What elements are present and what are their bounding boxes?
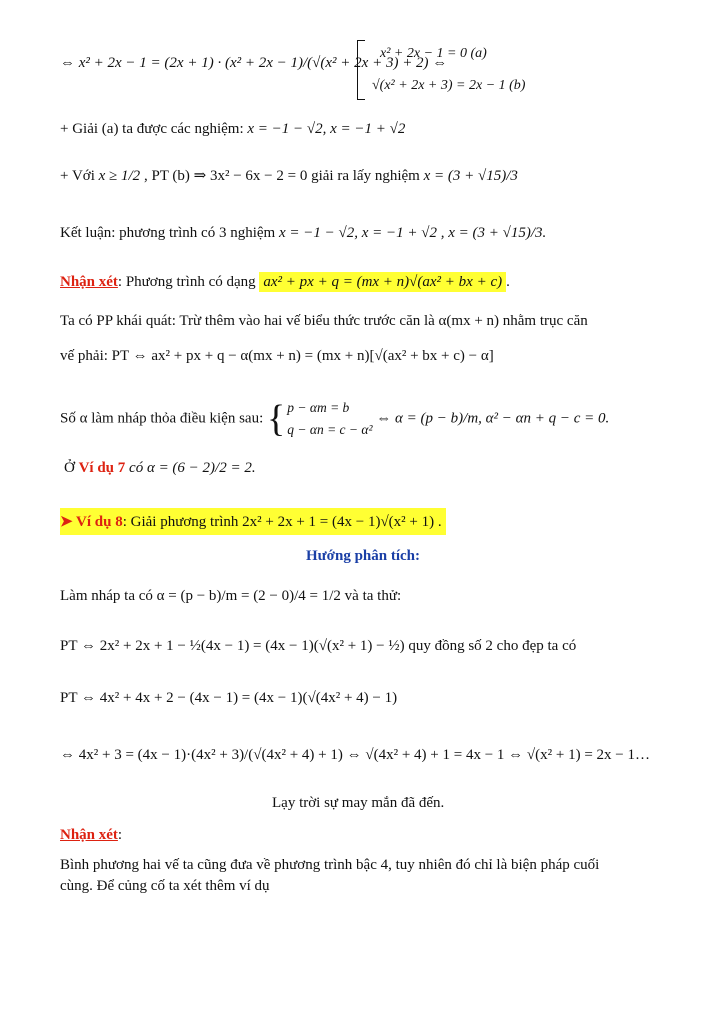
case-b-line bbox=[60, 166, 518, 185]
method-line-2: vế phải: PT ⇔ ax² + px + q − α(mx + n) = (mx + n)[√(ax² + bx + c) − α] bbox=[60, 348, 494, 364]
remark-1-text: : Phương trình có dạng bbox=[117, 274, 256, 290]
system-brace: { bbox=[267, 398, 286, 440]
case-b-condition: x ≥ 1/2 bbox=[98, 168, 141, 184]
case-b: √(x² + 2x + 3) = 2x − 1 (b) bbox=[372, 78, 526, 93]
case-b-root: x = (3 + √15)/3 bbox=[423, 168, 518, 184]
analysis-line-4: ⇔ 4x² + 3 = (4x − 1)·(4x² + 3)/(√(4x² + 4) + 1) ⇔ √(4x² + 4) + 1 = 4x − 1 ⇔ √(x² + 1) = 2x − 1… bbox=[60, 747, 651, 763]
case-a: x² + 2x − 1 = 0 (a) bbox=[380, 46, 487, 61]
example-7-pre: Ở bbox=[64, 460, 75, 476]
example-7-label: Ví dụ 7 bbox=[78, 460, 126, 476]
system-equations bbox=[287, 397, 372, 441]
remark-2-label: Nhận xét bbox=[60, 827, 118, 843]
analysis-line-1: Làm nháp ta có α = (p − b)/m = (2 − 0)/4 = 1/2 và ta thử: bbox=[60, 588, 402, 604]
remark-1-label: Nhận xét bbox=[60, 274, 118, 290]
case-b-text: + Với bbox=[60, 168, 95, 184]
case-bracket bbox=[357, 40, 365, 100]
conclusion-math: x = −1 − √2, x = −1 + √2 , x = (3 + √15)/3. bbox=[278, 225, 547, 241]
remark-1-line: Nhận xét: Phương trình có dạng ax² + px + q = (mx + n)√(ax² + bx + c) . bbox=[60, 274, 510, 290]
analysis-line-2: PT ⇔ 2x² + 2x + 1 − ½(4x − 1) = (4x − 1)(√(x² + 1) − ½) quy đồng số 2 cho đẹp ta có bbox=[60, 638, 577, 654]
analysis-heading: Hướng phân tích: bbox=[306, 548, 421, 564]
alpha-condition-line bbox=[60, 397, 609, 441]
example-8-heading bbox=[60, 508, 446, 535]
case-b-mid: , PT (b) ⇒ 3x² − 6x − 2 = 0 giải ra lấy nghiệm bbox=[143, 168, 420, 184]
system-eq-2: q − αn = c − α² bbox=[287, 422, 373, 437]
remark-2-heading bbox=[60, 827, 122, 844]
example-8-text: : Giải phương trình 2x² + 2x + 1 = (4x − 1)√(x² + 1) . bbox=[122, 514, 442, 530]
example-8-label: ➤ Ví dụ 8 bbox=[60, 514, 123, 530]
example-7-alpha: có α = (6 − 2)/2 = 2. bbox=[129, 460, 256, 476]
solve-a-line bbox=[60, 121, 405, 138]
alpha-condition-text: Số α làm nháp thỏa điều kiện sau: bbox=[60, 410, 264, 427]
conclusion-line bbox=[60, 225, 546, 242]
remark-1-formula: ax² + px + q = (mx + n)√(ax² + bx + c) bbox=[259, 272, 506, 292]
alpha-formula: ⇔ α = (p − b)/m, α² − αn + q − c = 0. bbox=[376, 410, 610, 427]
example-7-line bbox=[64, 460, 256, 477]
system-eq-1: p − αm = b bbox=[287, 400, 350, 415]
remark-2-colon: : bbox=[117, 827, 123, 843]
remark-2-line-2: cùng. Để củng cố ta xét thêm ví dụ bbox=[60, 878, 270, 894]
luck-line: Lạy trời sự may mắn đã đến. bbox=[272, 795, 445, 811]
solve-a-math: x = −1 − √2, x = −1 + √2 bbox=[247, 121, 406, 137]
equation-1-main: ⇔ x² + 2x − 1 = (2x + 1) · (x² + 2x − 1)/(√(x² + 2x + 3) + 2) ⇔ bbox=[60, 55, 448, 71]
remark-2-line-1: Bình phương hai vế ta cũng đưa về phương trình bậc 4, tuy nhiên đó chỉ là biện pháp cuối bbox=[60, 857, 600, 873]
method-line-1: Ta có PP khái quát: Trừ thêm vào hai vế biểu thức trước căn là α(mx + n) nhằm trục căn bbox=[60, 313, 588, 329]
conclusion-text: Kết luận: phương trình có 3 nghiệm bbox=[60, 225, 276, 241]
solve-a-text: + Giải (a) ta được các nghiệm: bbox=[60, 121, 244, 137]
analysis-line-3: PT ⇔ 4x² + 4x + 2 − (4x − 1) = (4x − 1)(√(4x² + 4) − 1) bbox=[60, 690, 398, 706]
